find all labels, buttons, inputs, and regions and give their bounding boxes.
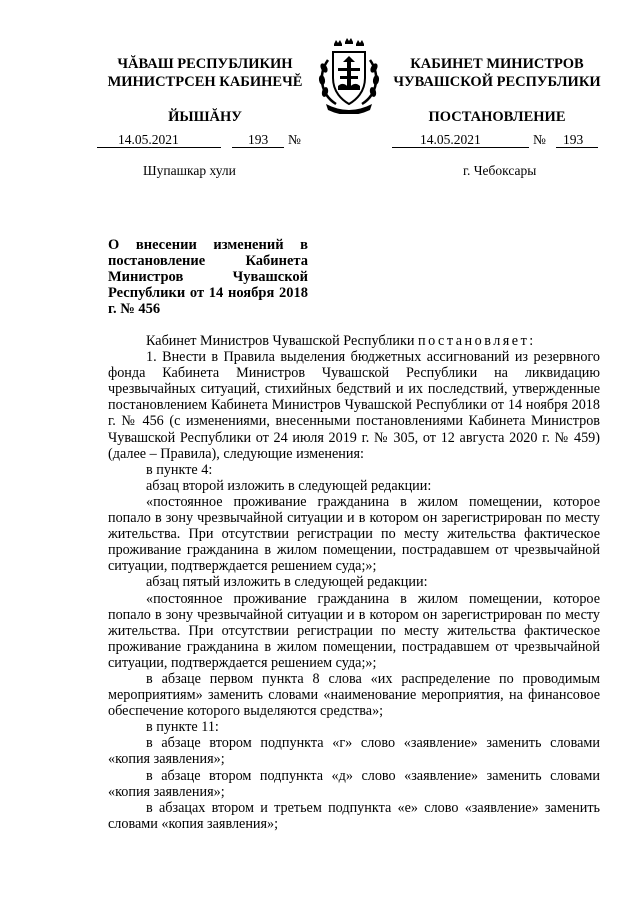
right-number-sign: № (533, 132, 546, 147)
body-intro-prefix: Кабинет Министров Чувашской Республики (146, 333, 415, 349)
body-paragraph: «постоянное проживание гражданина в жилом помещении, которое попало в зону чрезвычайной ситуации и в котором он зарегистрирован по месту жительства. При отсутствии регистрации по месту жительства фактическое проживание гражданина в жилом помещении, пострадавшем от чрезвычайной ситуации, подтверждается решением суда;»; (108, 590, 600, 671)
body-paragraph: в абзаце втором подпункта «д» слово «заявление» заменить словами «копия заявления»; (108, 767, 600, 800)
header-right-block (392, 55, 602, 126)
right-city: г. Чебоксары (463, 163, 537, 178)
body-paragraph: «постоянное проживание гражданина в жилом помещении, которое попало в зону чрезвычайной ситуации и в котором он зарегистрирован по месту жительства. При отсутствии регистрации по месту жительства фактическое проживание гражданина в жилом помещении, пострадавшем от чрезвычайной ситуации, подтверждается решением суда;»; (108, 493, 600, 575)
right-org-line2: ЧУВАШСКОЙ РЕСПУБЛИКИ (393, 74, 601, 90)
chuvash-emblem-icon (316, 38, 382, 114)
left-org-line2: МИНИСТРСЕН КАБИНЕЧĔ (107, 74, 303, 90)
left-org-line1: ЧĂВАШ РЕСПУБЛИКИН (117, 56, 293, 72)
right-org-line1: КАБИНЕТ МИНИСТРОВ (410, 56, 584, 72)
left-date: 14.05.2021 (118, 132, 179, 147)
header-left-block (100, 55, 310, 126)
body-paragraph: в пункте 11: (146, 719, 219, 736)
right-date: 14.05.2021 (420, 132, 481, 147)
body-intro (108, 333, 600, 349)
left-city: Шупашкар хули (143, 163, 236, 178)
body-paragraph: абзац второй изложить в следующей редакции: (146, 477, 432, 494)
left-doc-type: ЙЫШĂНУ (168, 109, 242, 125)
right-number: 193 (563, 132, 584, 147)
document-body (108, 333, 600, 832)
body-paragraph: в абзаце втором подпункта «г» слово «заявление» заменить словами «копия заявления»; (108, 735, 600, 768)
body-paragraph: в пункте 4: (146, 461, 213, 478)
document-title: О внесении изменений в постановление Кабинета Министров Чувашской Республики от 14 ноября 2018 г. № 456 (108, 237, 308, 317)
right-doc-type: ПОСТАНОВЛЕНИЕ (428, 109, 566, 125)
body-intro-verb: постановляет: (418, 333, 536, 349)
body-paragraph: в абзацах втором и третьем подпункта «е» слово «заявление» заменить словами «копия заявления»; (108, 799, 600, 832)
left-number: 193 (248, 132, 269, 147)
body-paragraph: 1. Внести в Правила выделения бюджетных ассигнований из резервного фонда Кабинета Министров Чувашской Республики на ликвидацию чрезвычайных ситуаций, стихийных бедствий и их последствий, утвержденные постановлением Кабинета Министров Чувашской Республики от 14 ноября 2018 г. № 456 (с изменениями, внесенными постановлениями Кабинета Министров Чувашской Республики от 24 июля 2019 г. № 305, от 12 августа 2020 г. № 459) (далее – Правила), следующие изменения: (108, 349, 600, 462)
body-paragraph: в абзаце первом пункта 8 слова «их распределение по проводимым мероприятиям» заменить словами «наименование мероприятия, на финансовое обеспечение которого выделяются средства»; (108, 670, 600, 720)
left-number-sign: № (288, 132, 301, 147)
body-paragraph: абзац пятый изложить в следующей редакции: (146, 574, 428, 591)
